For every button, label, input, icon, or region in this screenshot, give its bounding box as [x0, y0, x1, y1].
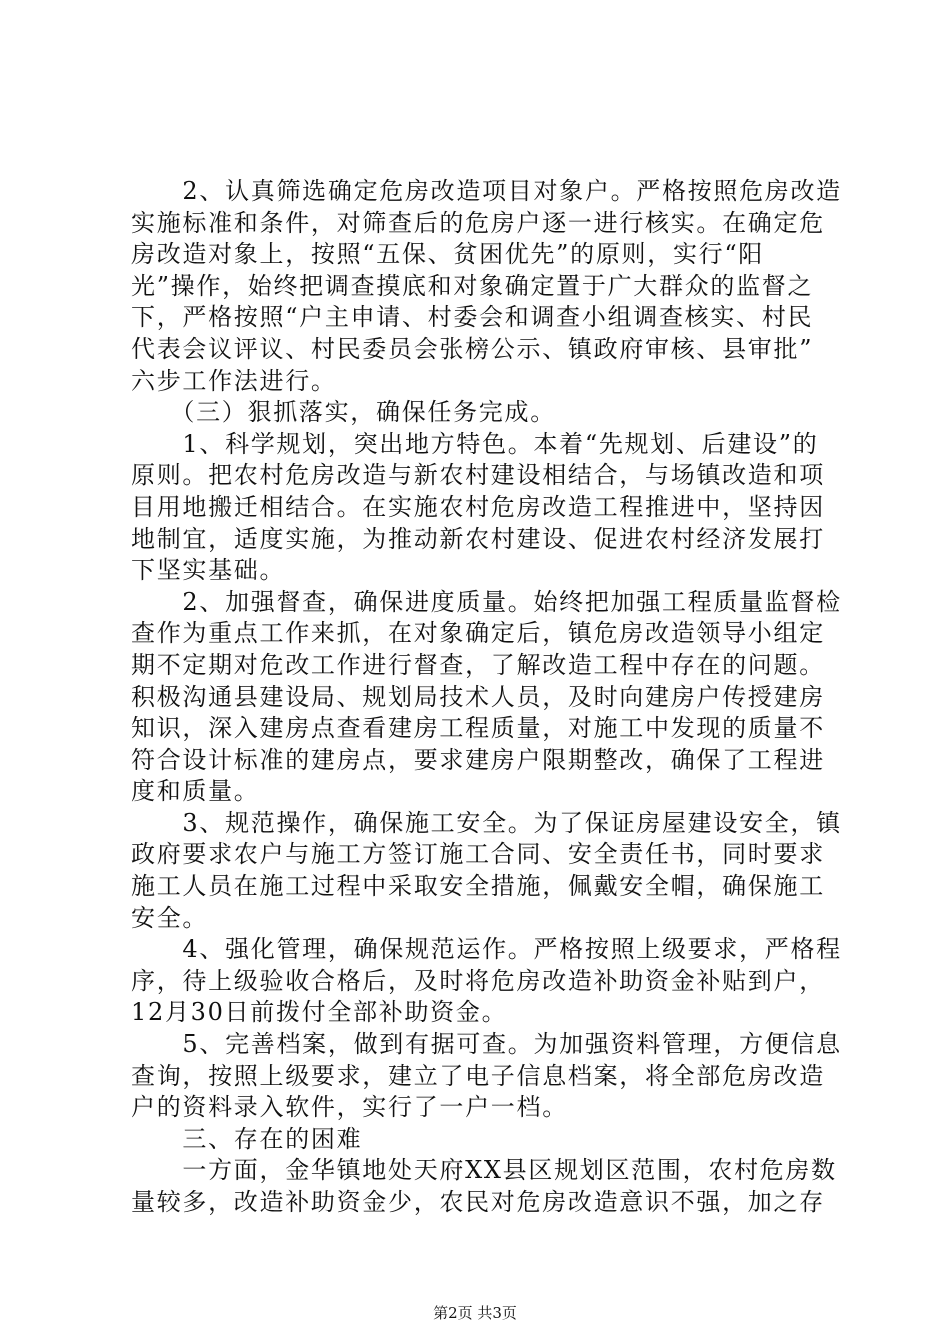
text-line: 3、规范操作，确保施工安全。为了保证房屋建设安全，镇	[131, 808, 842, 837]
text-line: 知识，深入建房点查看建房工程质量，对施工中发现的质量不	[131, 714, 825, 743]
text-line: 代表会议评议、村民委员会张榜公示、镇政府审核、县审批”	[131, 334, 814, 363]
text-line: 度和质量。	[131, 777, 260, 806]
text-line: 2、认真筛选确定危房改造项目对象户。严格按照危房改造	[131, 177, 842, 205]
page-footer: 第2页 共3页	[433, 1304, 517, 1322]
text-line: 户的资料录入软件，实行了一户一档。	[131, 1093, 568, 1122]
text-line: 三、存在的困难	[131, 1124, 363, 1153]
text-line: 期不定期对危改工作进行督查，了解改造工程中存在的问题。	[131, 650, 825, 679]
document-body	[131, 176, 842, 1219]
text-line: 查询，按照上级要求，建立了电子信息档案，将全部危房改造	[131, 1061, 825, 1090]
text-line: 12月30日前拨付全部补助资金。	[131, 998, 508, 1027]
text-line: 4、强化管理，确保规范运作。严格按照上级要求，严格程	[131, 935, 842, 964]
text-line: 目用地搬迁相结合。在实施农村危房改造工程推进中，坚持因	[131, 492, 825, 521]
text-line: 符合设计标准的建房点，要求建房户限期整改，确保了工程进	[131, 745, 825, 774]
text-line: 安全。	[131, 903, 209, 932]
text-line: （三）狠抓落实，确保任务完成。	[131, 398, 556, 427]
text-line: 施工人员在施工过程中采取安全措施，佩戴安全帽，确保施工	[131, 872, 825, 901]
text-line: 积极沟通县建设局、规划局技术人员，及时向建房户传授建房	[131, 682, 825, 711]
text-line: 六步工作法进行。	[131, 366, 337, 395]
text-line: 序，待上级验收合格后，及时将危房改造补助资金补贴到户，	[131, 966, 825, 995]
text-line: 一方面，金华镇地处天府XX县区规划区范围，农村危房数	[131, 1156, 837, 1185]
text-line: 光”操作，始终把调查摸底和对象确定置于广大群众的监督之	[131, 271, 814, 300]
text-line: 下，严格按照“户主申请、村委会和调查小组调查核实、村民	[131, 303, 814, 332]
text-line: 5、完善档案，做到有据可查。为加强资料管理，方便信息	[131, 1030, 842, 1059]
text-line: 政府要求农户与施工方签订施工合同、安全责任书，同时要求	[131, 840, 825, 869]
text-line: 下坚实基础。	[131, 556, 286, 585]
text-line: 2、加强督查，确保进度质量。始终把加强工程质量监督检	[131, 587, 842, 616]
text-line: 查作为重点工作来抓，在对象确定后，镇危房改造领导小组定	[131, 619, 825, 648]
text-line: 实施标准和条件，对筛查后的危房户逐一进行核实。在确定危	[131, 208, 825, 237]
text-line: 房改造对象上，按照“五保、贫困优先”的原则，实行“阳	[131, 240, 765, 269]
text-line: 量较多，改造补助资金少，农民对危房改造意识不强，加之存	[131, 1188, 825, 1216]
text-line: 原则。把农村危房改造与新农村建设相结合，与场镇改造和项	[131, 461, 825, 490]
text-line: 地制宜，适度实施，为推动新农村建设、促进农村经济发展打	[131, 524, 825, 553]
text-line: 1、科学规划，突出地方特色。本着“先规划、后建设”的	[131, 429, 819, 458]
